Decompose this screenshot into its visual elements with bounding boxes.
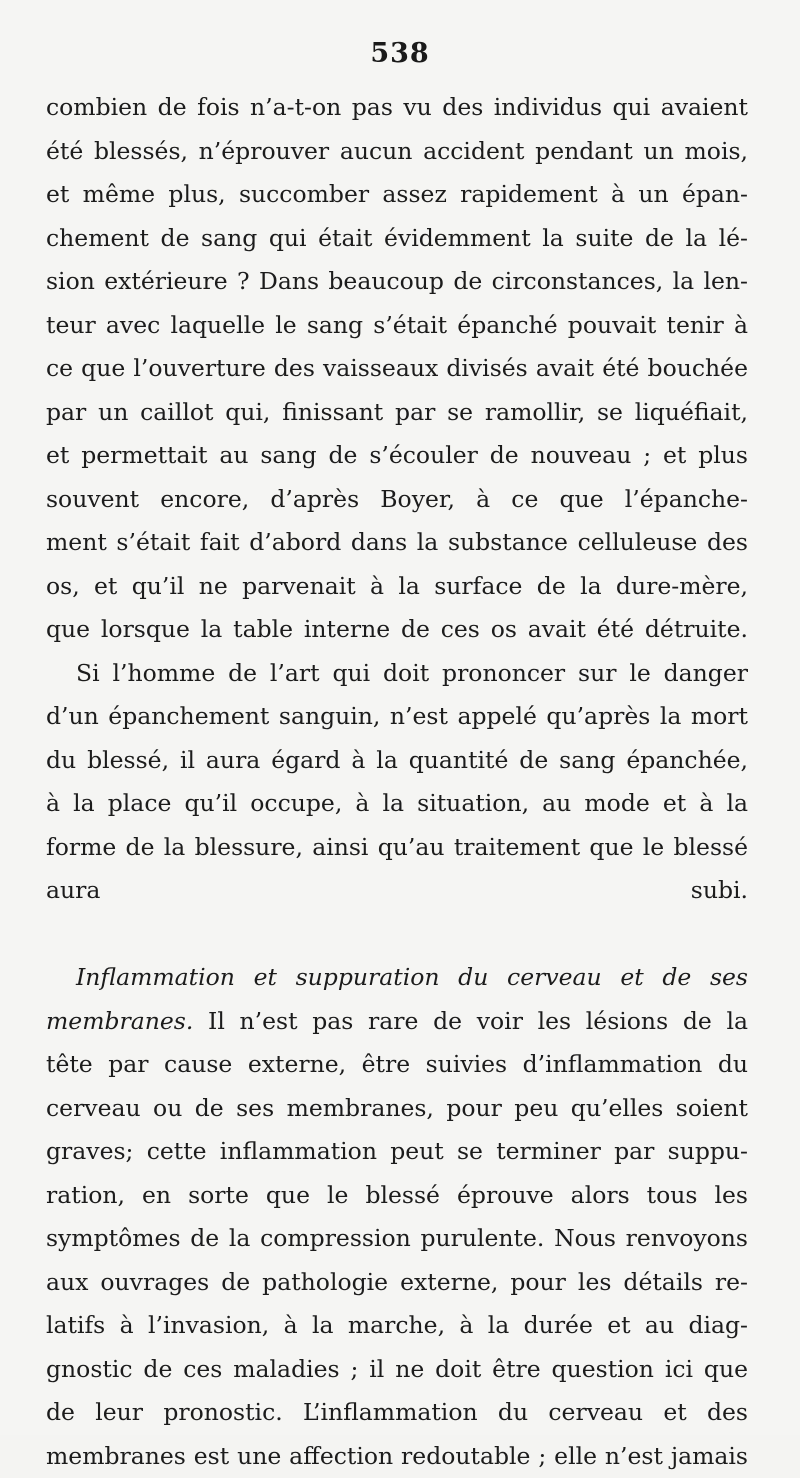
text-line: teur avec laquelle le sang s’était épanché pouvait tenir à <box>46 304 748 348</box>
text-line: que lorsque la table interne de ces os avait été détruite. <box>46 608 748 652</box>
text-line: du blessé, il aura égard à la quantité de sang épanchée, <box>46 739 748 783</box>
text-line: membranes est une affection redoutable ; elle n’est jamais <box>46 1435 748 1478</box>
text-line: à la place qu’il occupe, à la situation, au mode et à la <box>46 782 748 826</box>
text-line: aura subi. <box>46 869 748 913</box>
text-line: forme de la blessure, ainsi qu’au traitement que le blessé <box>46 826 748 870</box>
text-line: graves; cette inflammation peut se terminer par suppu- <box>46 1130 748 1174</box>
paragraph-2 <box>46 652 748 957</box>
section-heading-line: Inflammation et suppuration du cerveau et de ses <box>46 956 748 1000</box>
text-line: latifs à l’invasion, à la marche, à la durée et au diag- <box>46 1304 748 1348</box>
text-line <box>46 913 748 957</box>
text-line-rest: Il n’est pas rare de voir les lésions de la <box>193 1007 748 1035</box>
text-line: symptômes de la compression purulente. Nous renvoyons <box>46 1217 748 1261</box>
text-line: souvent encore, d’après Boyer, à ce que l’épanche- <box>46 478 748 522</box>
text-line: été blessés, n’éprouver aucun accident pendant un mois, <box>46 130 748 174</box>
text-line: et même plus, succomber assez rapidement à un épan- <box>46 173 748 217</box>
text-line: chement de sang qui était évidemment la suite de la lé- <box>46 217 748 261</box>
text-line: de leur pronostic. L’inflammation du cerveau et des <box>46 1391 748 1435</box>
text-line: sion extérieure ? Dans beaucoup de circonstances, la len- <box>46 260 748 304</box>
page-text <box>46 86 748 1478</box>
paragraph-1 <box>46 86 748 652</box>
text-line <box>46 1000 748 1044</box>
text-line: gnostic de ces maladies ; il ne doit être question ici que <box>46 1348 748 1392</box>
text-line: os, et qu’il ne parvenait à la surface de la dure-mère, <box>46 565 748 609</box>
text-line: tête par cause externe, être suivies d’inflammation du <box>46 1043 748 1087</box>
text-line: par un caillot qui, finissant par se ramollir, se liquéfiait, <box>46 391 748 435</box>
text-line: combien de fois n’a-t-on pas vu des individus qui avaient <box>46 86 748 130</box>
text-line: ce que l’ouverture des vaisseaux divisés avait été bouchée <box>46 347 748 391</box>
text-line: cerveau ou de ses membranes, pour peu qu’elles soient <box>46 1087 748 1131</box>
text-line: ment s’était fait d’abord dans la substance celluleuse des <box>46 521 748 565</box>
text-line: d’un épanchement sanguin, n’est appelé qu’après la mort <box>46 695 748 739</box>
text-line: et permettait au sang de s’écouler de nouveau ; et plus <box>46 434 748 478</box>
text-line: aux ouvrages de pathologie externe, pour les détails re- <box>46 1261 748 1305</box>
paragraph-3 <box>46 956 748 1478</box>
text-line: ration, en sorte que le blessé éprouve alors tous les <box>46 1174 748 1218</box>
section-heading-end: membranes. <box>46 1007 193 1035</box>
page-number: 538 <box>0 38 800 69</box>
text-line: Si l’homme de l’art qui doit prononcer sur le danger <box>46 652 748 696</box>
